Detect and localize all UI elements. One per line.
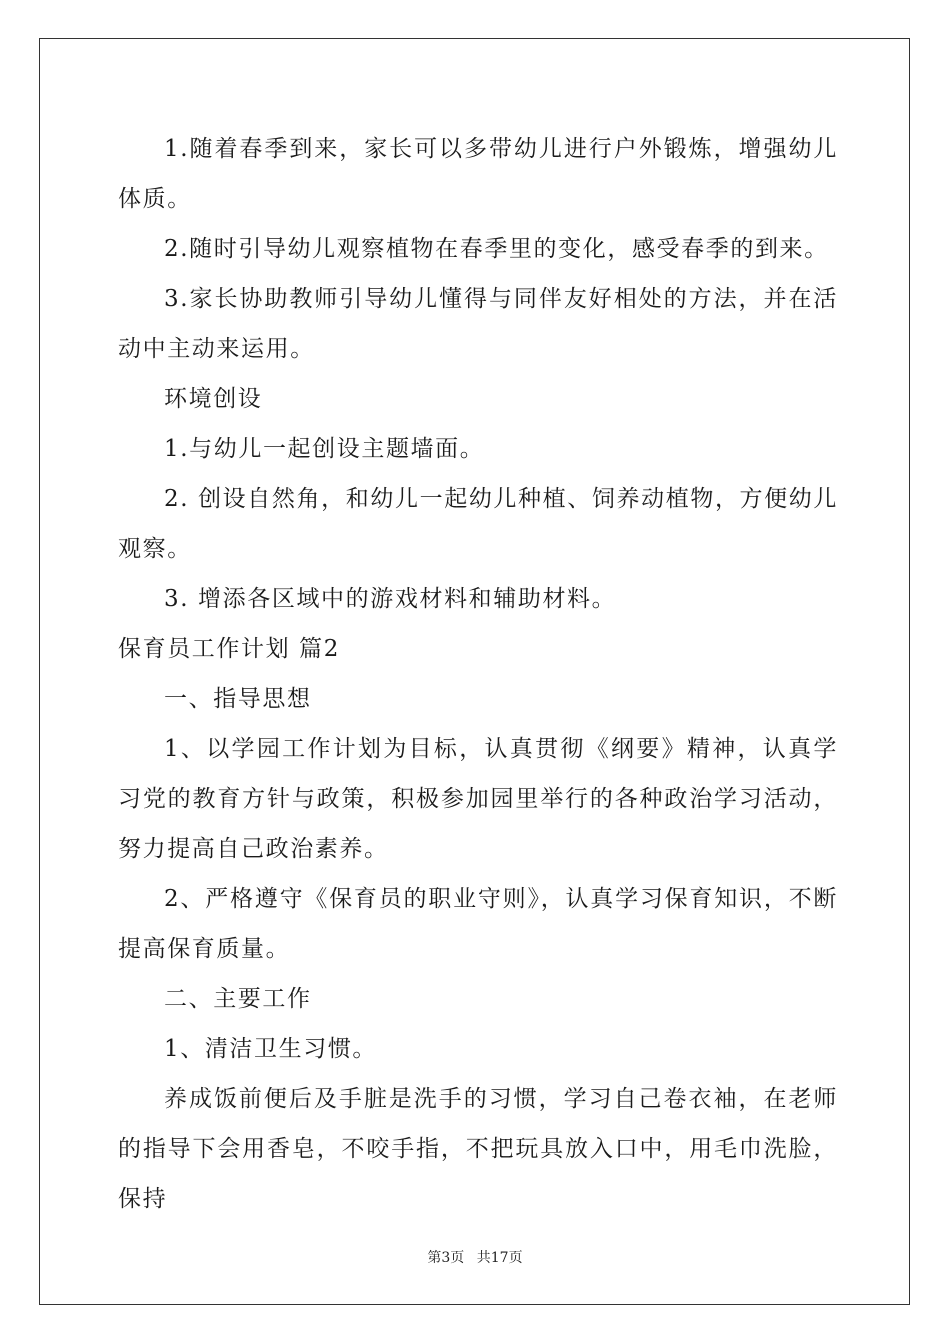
paragraph: 1、以学园工作计划为目标，认真贯彻《纲要》精神，认真学习党的教育方针与政策，积极参加园里举行的各种政治学习活动，努力提高自己政治素养。 (118, 736, 838, 862)
paragraph: 养成饭前便后及手脏是洗手的习惯，学习自己卷衣袖，在老师的指导下会用香皂，不咬手指，不把玩具放入口中，用毛巾洗脸，保持 (118, 1086, 838, 1212)
subsection-heading: 1、清洁卫生习惯。 (164, 1036, 378, 1062)
paragraph: 2. 创设自然角，和幼儿一起幼儿种植、饲养动植物，方便幼儿观察。 (118, 486, 838, 562)
paragraph: 1.随着春季到来，家长可以多带幼儿进行户外锻炼，增强幼儿体质。 (118, 136, 838, 212)
section-heading: 环境创设 (164, 386, 263, 412)
page-footer (0, 1247, 950, 1267)
page-number: 第3页 (427, 1250, 465, 1266)
paragraph: 3.家长协助教师引导幼儿懂得与同伴友好相处的方法，并在活动中主动来运用。 (118, 286, 838, 362)
total-pages: 共17页 (476, 1250, 523, 1266)
paragraph: 1.与幼儿一起创设主题墙面。 (164, 436, 485, 462)
paragraph: 2.随时引导幼儿观察植物在春季里的变化，感受春季的到来。 (164, 236, 829, 262)
section-heading: 二、主要工作 (164, 986, 312, 1012)
document-body (118, 124, 838, 1224)
section-heading: 一、指导思想 (164, 686, 312, 712)
paragraph: 3. 增添各区域中的游戏材料和辅助材料。 (164, 586, 617, 612)
article-title: 保育员工作计划 篇2 (118, 636, 340, 662)
paragraph: 2、严格遵守《保育员的职业守则》，认真学习保育知识，不断提高保育质量。 (118, 886, 838, 962)
